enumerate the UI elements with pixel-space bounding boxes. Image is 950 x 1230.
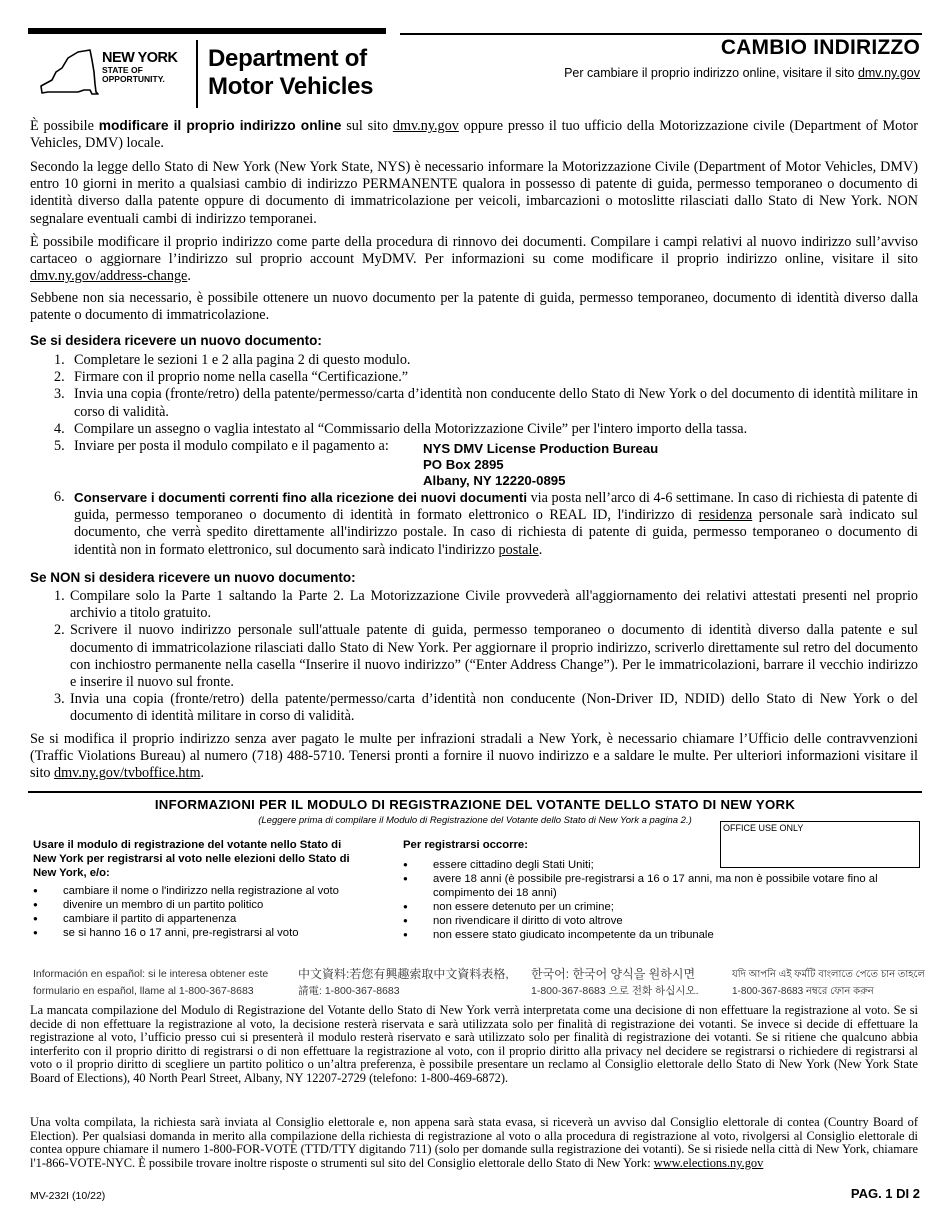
- item6-c: .: [538, 541, 543, 558]
- intro-p3-b: .: [187, 268, 191, 285]
- list-item: ● non essere stato giudicato incompetente da un tribunale: [403, 928, 903, 942]
- intro-p1-c: oppure presso il tuo ufficio della Motorizzazione civile (Department of Motor Vehicles, DMV) locale.: [30, 118, 919, 152]
- list-item-text: Completare le sezioni 1 e 2 alla pagina 2 di questo modulo.: [74, 352, 411, 368]
- form-code: MV-232I (10/22): [30, 1190, 106, 1202]
- page-number: PAG. 1 DI 2: [850, 1186, 920, 1201]
- item6-postale: postale: [498, 541, 539, 558]
- tickets-end: .: [200, 765, 205, 782]
- page-subtitle: [564, 66, 920, 80]
- intro-paragraph-2: Secondo la legge dello Stato di New York (New York State, NYS) è necessario informare la Motorizzazione Civile (Department of Motor Vehicles, DMV) entro 10 giorni in merito a qualsiasi cambio di indirizzo PERMANENTE qualora in possesso di patente di guida, permesso temporaneo o documento di identità diverso dalla patente oppure di documento di immatricolazione per veicoli, imbarcazioni o motoslitte rilasciati dallo Stato di New York. NON segnalare eventuali cambi di indirizzo temporanei.: [30, 159, 918, 227]
- brand-line-3: OPPORTUNITY.: [102, 74, 165, 84]
- lang-bn-line-2: 1-800-367-8683 নম্বরে ফোন করুন: [732, 986, 874, 997]
- office-use-label: OFFICE USE ONLY: [723, 823, 804, 833]
- dept-line-2: Motor Vehicles: [208, 73, 374, 100]
- lang-chinese: [298, 966, 523, 1000]
- tickets-paragraph: [30, 731, 918, 783]
- list-item-number: 2.: [54, 369, 65, 386]
- list-item-text: Compilare un assegno o vaglia intestato al “Commissario della Motorizzazione Civile” per l'intero importo della tassa.: [74, 420, 748, 437]
- list-item: ● se si hanno 16 o 17 anni, pre-registrarsi al voto: [33, 926, 363, 940]
- new-doc-heading: Se si desidera ricevere un nuovo documento:: [30, 333, 322, 348]
- list-item-number: 3.: [54, 691, 65, 708]
- intro-paragraph-4: Sebbene non sia necessario, è possibile ottenere un nuovo documento per la patente di guida, permesso temporaneo, documento di identità diverso dalla patente o documento di immatricolazione.: [30, 290, 918, 324]
- voter-right-heading: Per registrarsi occorre:: [403, 839, 528, 851]
- list-item-number: 3.: [54, 386, 65, 403]
- list-item-text: Invia una copia (fronte/retro) della patente/permesso/carta d’identità non conducente (Non-Driver ID, NDID) dello Stato di New York o del documento di identità militare in corso di validità.: [70, 691, 918, 725]
- item6-bold: Conservare i documenti correnti fino alla ricezione dei nuovi documenti: [74, 490, 528, 505]
- header-rule-left: [28, 28, 386, 34]
- address-line-1: NYS DMV License Production Bureau: [423, 441, 659, 456]
- list-item-number: 2.: [54, 622, 65, 639]
- list-item: [54, 421, 918, 438]
- dmv-link[interactable]: dmv.ny.gov: [392, 118, 459, 134]
- list-item-text: Firmare con il proprio nome nella casella “Certificazione.”: [74, 369, 409, 386]
- header-rule-right: [400, 33, 922, 35]
- lang-es-line-1: Información en español: si le interesa obtener este: [33, 968, 269, 980]
- list-item: ● cambiare il partito di appartenenza: [33, 912, 363, 926]
- list-item-number: 1.: [54, 352, 65, 368]
- list-item: ● non rivendicare il diritto di voto altrove: [403, 914, 903, 928]
- voter-section-title: INFORMAZIONI PER IL MODULO DI REGISTRAZIONE DEL VOTANTE DELLO STATO DI NEW YORK: [154, 797, 796, 812]
- lang-es-line-2: formulario en español, llame al 1-800-367-8683: [33, 985, 254, 997]
- dmv-logo: [38, 40, 388, 110]
- lang-bengali: [732, 966, 927, 1000]
- list-item: [54, 691, 918, 725]
- list-item: ● avere 18 anni (è possibile pre-registrarsi a 16 o 17 anni, ma non è possibile votare fino al compimento dei 18 anni): [403, 872, 903, 900]
- new-doc-list: [54, 352, 918, 455]
- dept-line-1: Department of: [208, 45, 367, 72]
- list-item: [54, 386, 918, 420]
- list-item: ● essere cittadino degli Stati Uniti;: [403, 858, 903, 872]
- list-item-text: Inviare per posta il modulo compilato e il pagamento a:: [74, 438, 389, 455]
- lang-spanish: [33, 966, 283, 1000]
- item6-a: via posta nell’arco di 4-6 settimane. In caso di richiesta di patente di guida, permesso temporaneo o documento di identità in formato elettronico o REAL ID, l'indirizzo di: [74, 490, 918, 524]
- list-item: [54, 622, 918, 691]
- voter-right-column: [403, 838, 923, 942]
- page-title: CAMBIO INDIRIZZO: [720, 36, 920, 59]
- list-item: [54, 369, 918, 386]
- tvb-office-link[interactable]: dmv.ny.gov/tvboffice.htm: [54, 765, 201, 782]
- list-item: ● cambiare il nome o l'indirizzo nella registrazione al voto: [33, 884, 363, 898]
- list-item-text: Scrivere il nuovo indirizzo personale sull'attuale patente di guida, permesso temporaneo o documento di identità diverso dalla patente e sul documento di immatricolazione rilasciati dallo Stato di New York. Per aggiornare il proprio indirizzo, scriverlo direttamente sul retro del documento con inchiostro permanente nella casella “Inserire il nuovo indirizzo” (“Enter Address Change”). Per le immatricolazioni, barrare il vecchio indirizzo e inserire il nuovo sul fronte.: [70, 622, 918, 691]
- voter-paragraph-2: [30, 1116, 918, 1170]
- list-item-number: 1.: [54, 588, 65, 604]
- lang-ko-line-2: 1-800-367-8683 으로 전화 하십시오.: [531, 985, 699, 997]
- intro-p1-b: sul sito: [341, 118, 393, 134]
- list-item-number: 6.: [54, 489, 65, 505]
- intro-p1-bold: modificare il proprio indirizzo online: [98, 118, 342, 133]
- lang-zh-line-2: 請電: 1-800-367-8683: [298, 985, 400, 997]
- subtitle-link[interactable]: dmv.ny.gov: [857, 66, 920, 80]
- voter-left-list: [33, 884, 363, 940]
- voter-left-heading: Usare il modulo di registrazione del votante nello Stato di New York per registrarsi al voto nelle elezioni dello Stato di New York, e/o:: [33, 839, 350, 879]
- voter-right-list: [403, 858, 903, 942]
- voter-left-column: [33, 838, 363, 940]
- intro-paragraph-3: [30, 234, 918, 286]
- lang-bn-line-1: যদি আপনি এই ফর্মটি বাংলাতে পেতে চান তাহলে: [732, 969, 925, 980]
- list-item: [54, 588, 918, 622]
- list-item: [54, 489, 918, 559]
- lang-ko-line-1: 한국어: 한국어 양식을 원하시면: [531, 967, 696, 981]
- lang-zh-line-1: 中文資料:若您有興趣索取中文資料表格,: [298, 967, 509, 981]
- list-item: [54, 352, 918, 369]
- list-item: ● non essere detenuto per un crimine;: [403, 900, 903, 914]
- logo-divider: [196, 40, 198, 108]
- voter-section-subtitle: (Leggere prima di compilare il Modulo di Registrazione del Votante dello Stato di New York a pagina 2.): [258, 815, 692, 826]
- address-line-3: Albany, NY 12220-0895: [423, 473, 566, 488]
- voter-paragraph-1: La mancata compilazione del Modulo di Registrazione del Votante dello Stato di New York verrà interpretata come una decisione di non effettuare la registrazione al voto. Se si decide di non effettuare la registrazione al voto, la decisione resterà riservata e sarà utilizzata solo per finalità di registrazione dei votanti. Se invece si decide di effettuare la registrazione al voto, l’ufficio presso cui si presenterà il modulo resterà riservato e sarà utilizzato solo per finalità di registrazione dei votanti. Se si ritiene che qualcuno abbia interferito con il proprio diritto di registrarsi o di non effettuare la registrazione al voto, con il proprio diritto alla privacy nel decidere se registrarsi o richiedere di registrarsi al voto o il proprio diritto di scegliere un partito politico o un’altra preferenza, è possibile presentare un reclamo al Consiglio elettorale dello Stato di New York (New York State Board of Elections), 40 North Pearl Street, Albany, NY 12207-2729 (telefono: 1-800-469-6872).: [30, 1003, 918, 1085]
- no-doc-list: [54, 588, 918, 726]
- subtitle-text: Per cambiare il proprio indirizzo online, visitare il sito: [564, 66, 858, 80]
- ny-state-outline-icon: [38, 46, 100, 98]
- voter-p2-text: Una volta compilata, la richiesta sarà inviata al Consiglio elettorale e, non appena sarà stata evasa, si riceverà un avviso dal Consiglio elettorale di contea (Country Board of Election). Per qualsiasi domanda in merito alla compilazione della richiesta di registrazione al voto o alla procedura di registrazione al voto, rivolgersi al Consiglio elettorale di contea oppure chiamare il numero 1-800-FOR-VOTE (TTD/TTY digitando 711) (solo per domande sulla registrazione dei votanti). Se si risiede nella città di New York, chiamare l'1-866-VOTE-NYC. È possibile trovare inoltre risposte o strumenti sul sito del Consiglio elettorale dello Stato di New York:: [30, 1115, 918, 1170]
- list-item-number: 5.: [54, 438, 65, 455]
- list-item-text: Compilare solo la Parte 1 saltando la Parte 2. La Motorizzazione Civile provvederà all'aggiornamento dei relativi attestati presenti nel proprio archivio a titolo gratuito.: [70, 588, 918, 622]
- intro-paragraph-1: [30, 117, 918, 152]
- address-change-link[interactable]: dmv.ny.gov/address-change: [30, 268, 188, 285]
- mailing-address: [423, 441, 658, 489]
- item6-residenza: residenza: [698, 507, 753, 524]
- list-item-text: Invia una copia (fronte/retro) della patente/permesso/carta d’identità non conducente dello Stato di New York o del documento di identità militare in corso di validità.: [74, 386, 918, 420]
- new-doc-item-6: [54, 489, 918, 559]
- list-item: ● divenire un membro di un partito politico: [33, 898, 363, 912]
- intro-p3-a: È possibile modificare il proprio indirizzo come parte della procedura di rinnovo dei documenti. Compilare i campi relativi al nuovo indirizzo sull’avviso cartaceo o aggiornare l’indirizzo sul proprio account MyDMV. Per informazioni su come modificare il proprio indirizzo online, visitare il sito: [30, 234, 918, 268]
- elections-link[interactable]: www.elections.ny.gov: [653, 1155, 764, 1170]
- brand-line-2: STATE OF: [102, 65, 143, 75]
- address-line-2: PO Box 2895: [423, 457, 504, 472]
- tickets-text: Se si modifica il proprio indirizzo senza aver pagato le multe per infrazioni stradali a New York, è necessario chiamare l’Ufficio delle contravvenzioni (Traffic Violations Bureau) al numero (718) 488-5710. Tenersi pronti a fornire il nuovo indirizzo e a saldare le multe. Per ulteriori informazioni visitare il sito: [30, 731, 918, 782]
- brand-line-1: NEW YORK: [102, 50, 178, 66]
- no-doc-heading: Se NON si desidera ricevere un nuovo documento:: [30, 570, 356, 585]
- lang-korean: [531, 966, 726, 1000]
- section-divider: [28, 791, 922, 793]
- intro-p1-a: È possibile: [30, 118, 99, 134]
- list-item-number: 4.: [54, 420, 65, 437]
- item6-b: personale sarà indicato sul documento, che verrà spedito direttamente all'indirizzo postale. In caso di richiesta di patente di guida, permesso temporaneo o documento di identità non in formato elettronico, sul documento sarà indicato l'indirizzo: [74, 507, 918, 558]
